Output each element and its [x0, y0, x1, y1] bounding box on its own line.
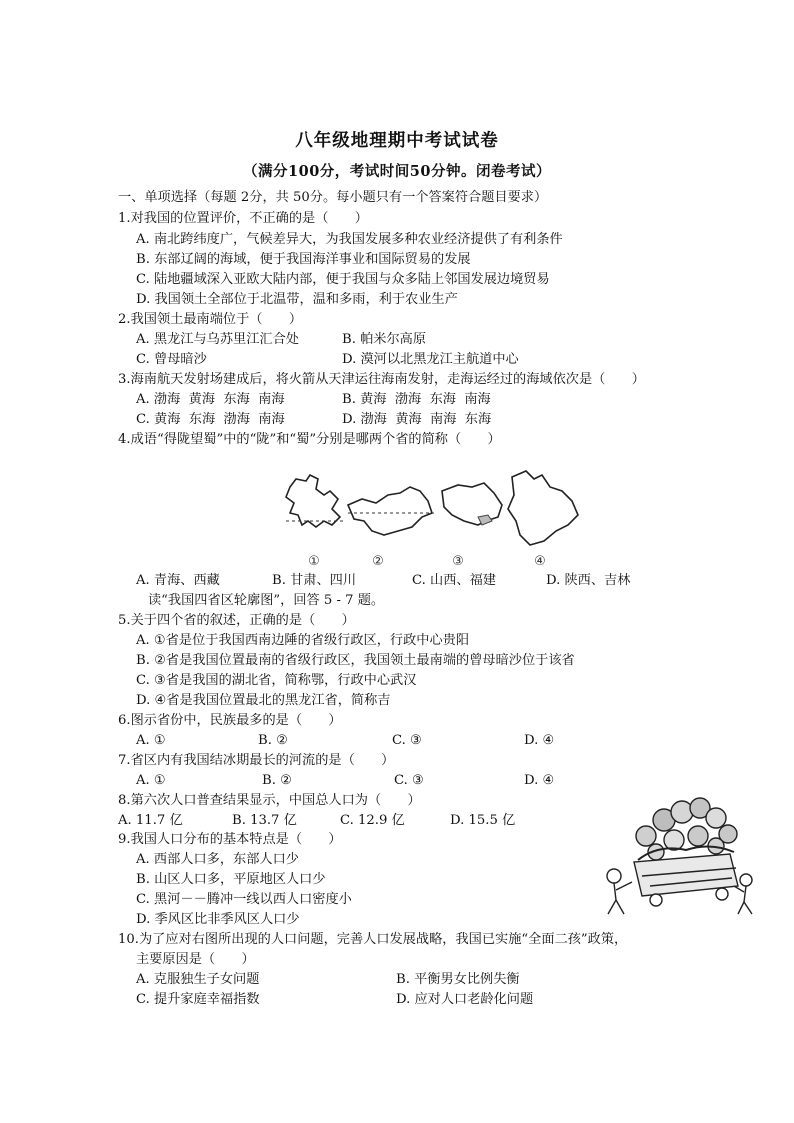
q9-option-b: B. 山区人口多，平原地区人口少	[136, 872, 326, 887]
q1-option-b: B. 东部辽阔的海域，便于我国海洋事业和国际贸易的发展	[136, 252, 471, 267]
q6-option-c: C. ③	[392, 733, 422, 748]
q9-option-c: C. 黑河－－腾冲一线以西人口密度小	[136, 892, 352, 907]
q4-option-c: C. 山西、福建	[412, 573, 496, 588]
province-1-outline	[286, 475, 340, 527]
section-heading: 一、单项选择（每题 2分，共 50分。每小题只有一个答案符合题目要求）	[118, 190, 548, 205]
map-label-4: ④	[534, 554, 546, 569]
q3-option-b: B. 黄海 渤海 东海 南海	[342, 392, 491, 407]
province-outlines-svg	[272, 465, 592, 570]
q6-option-b: B. ②	[258, 733, 288, 748]
province-outline-map	[272, 465, 592, 570]
q1-option-a: A. 南北跨纬度广，气候差异大，为我国发展多种农业经济提供了有利条件	[136, 232, 563, 247]
map-label-3: ③	[452, 554, 464, 569]
q8-option-c: C. 12.9 亿	[340, 813, 405, 828]
q1-option-c: C. 陆地疆域深入亚欧大陆内部，便于我国与众多陆上邻国发展边境贸易	[136, 272, 550, 287]
q6-option-d: D. ④	[524, 733, 555, 748]
cartoon-svg	[598, 790, 758, 920]
q7-option-c: C. ③	[394, 773, 424, 788]
q10-option-d: D. 应对人口老龄化问题	[396, 992, 534, 1007]
q3-stem: 3.海南航天发射场建成后，将火箭从天津运往海南发射，走海运经过的海域依次是（ ）	[118, 372, 645, 387]
q7-stem: 7.省区内有我国结冰期最长的河流的是（ ）	[118, 753, 395, 768]
q4-option-b: B. 甘肃、四川	[272, 573, 357, 588]
q4-option-d: D. 陕西、吉林	[546, 573, 631, 588]
q8-stem: 8.第六次人口普查结果显示，中国总人口为（ ）	[118, 793, 421, 808]
q7-option-d: D. ④	[524, 773, 555, 788]
q5-stem: 5.关于四个省的叙述，正确的是（ ）	[118, 613, 355, 628]
q9-stem: 9.我国人口分布的基本特点是（ ）	[118, 832, 342, 847]
q8-option-d: D. 15.5 亿	[450, 813, 516, 828]
exam-subtitle: （满分100分，考试时间50分钟。闭卷考试）	[243, 163, 551, 180]
q3-option-d: D. 渤海 黄海 南海 东海	[342, 412, 492, 427]
q6-stem: 6.图示省份中，民族最多的是（ ）	[118, 713, 342, 728]
q7-option-a: A. ①	[136, 773, 166, 788]
q3-option-c: C. 黄海 东海 渤海 南海	[136, 412, 285, 427]
q8-option-b: B. 13.7 亿	[232, 813, 297, 828]
q6-option-a: A. ①	[136, 733, 166, 748]
province-4-outline	[508, 471, 578, 545]
read-note: 读“我国四省区轮廓图”，回答 5 - 7 题。	[148, 593, 385, 608]
map-label-2: ②	[372, 554, 384, 569]
q2-option-b: B. 帕米尔高原	[342, 332, 427, 347]
q2-option-c: C. 曾母暗沙	[136, 352, 207, 367]
q4-stem: 4.成语“得陇望蜀”中的“陇”和“蜀”分别是哪两个省的简称（ ）	[118, 432, 501, 447]
q8-option-a: A. 11.7 亿	[118, 813, 183, 828]
q5-option-a: A. ①省是位于我国西南边陲的省级行政区，行政中心贵阳	[136, 633, 470, 648]
q10-option-b: B. 平衡男女比例失衡	[396, 972, 520, 987]
q10-stem-continued: 主要原因是（ ）	[136, 952, 255, 967]
q10-option-c: C. 提升家庭幸福指数	[136, 992, 260, 1007]
q5-option-c: C. ③省是我国的湖北省，简称鄂，行政中心武汉	[136, 673, 417, 688]
q9-option-a: A. 西部人口多，东部人口少	[136, 852, 299, 867]
q3-option-a: A. 渤海 黄海 东海 南海	[136, 392, 285, 407]
q1-option-d: D. 我国领土全部位于北温带，温和多雨，利于农业生产	[136, 292, 458, 307]
q2-stem: 2.我国领土最南端位于（ ）	[118, 312, 303, 327]
q5-option-d: D. ④省是我国位置最北的黑龙江省，简称吉	[136, 693, 391, 708]
q2-option-d: D. 漠河以北黑龙江主航道中心	[342, 352, 519, 367]
q1-stem: 1.对我国的位置评价，不正确的是（ ）	[118, 211, 368, 226]
exam-title: 八年级地理期中考试试卷	[295, 131, 499, 151]
q7-option-b: B. ②	[262, 773, 292, 788]
q9-option-d: D. 季风区比非季风区人口少	[136, 912, 300, 927]
q10-stem: 10.为了应对右图所出现的人口问题，完善人口发展战略，我国已实施“全面二孩”政策，	[118, 932, 628, 947]
map-label-1: ①	[308, 554, 320, 569]
q10-option-a: A. 克服独生子女问题	[136, 972, 260, 987]
q4-option-a: A. 青海、西藏	[136, 573, 220, 588]
aging-population-cartoon	[598, 790, 758, 920]
q5-option-b: B. ②省是我国位置最南的省级行政区，我国领土最南端的曾母暗沙位于该省	[136, 653, 575, 668]
province-3-outline	[442, 483, 502, 525]
q2-option-a: A. 黑龙江与乌苏里江汇合处	[136, 332, 299, 347]
province-2-outline	[348, 487, 432, 535]
